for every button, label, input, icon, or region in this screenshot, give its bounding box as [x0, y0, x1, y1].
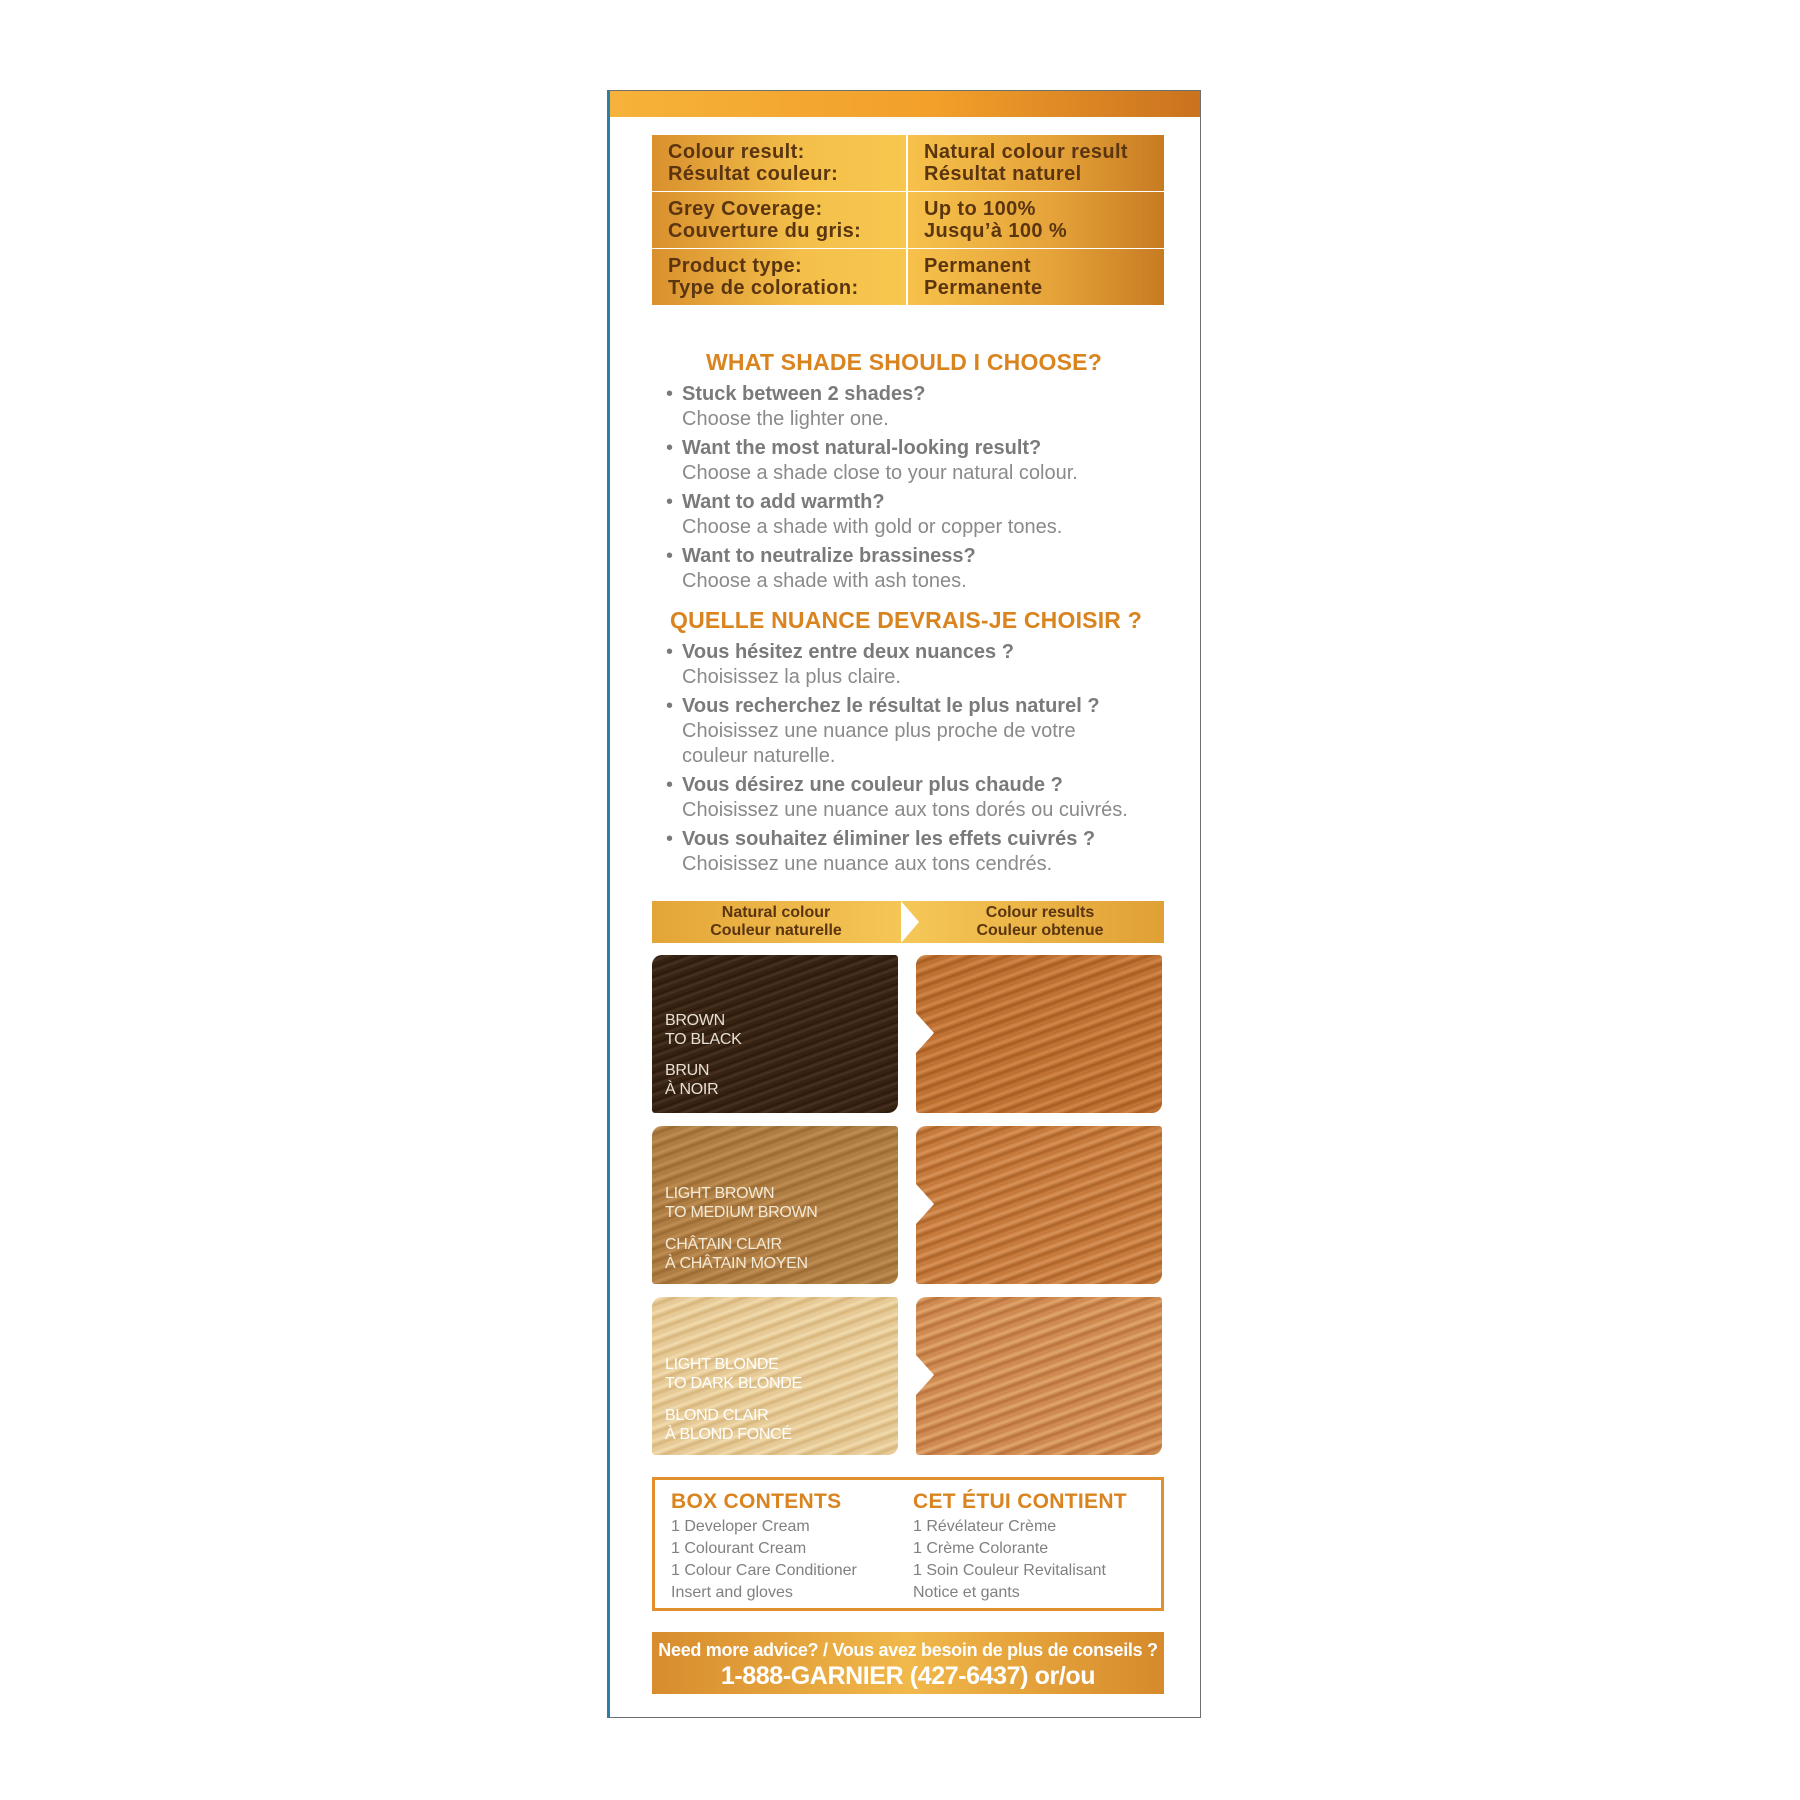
info-label: Product type: Type de coloration: [652, 249, 906, 305]
list-item: 1 Révélateur Crème [913, 1518, 1057, 1535]
bullet: • [666, 545, 674, 567]
list-item [666, 382, 1166, 432]
bullet: • [666, 383, 674, 405]
swatch-header [652, 901, 1164, 943]
swatch-result [916, 1126, 1162, 1284]
list-item [666, 490, 1166, 540]
list-item: 1 Developer Cream [671, 1518, 810, 1535]
swatch-label-en: LIGHT BLONDE TO DARK BLONDE [665, 1356, 802, 1392]
list-item: Insert and gloves [671, 1584, 793, 1601]
bullet: • [666, 774, 674, 796]
notch-arrow-icon [916, 1355, 934, 1395]
answer: Choisissez une nuance aux tons cendrés. [682, 853, 1053, 875]
question: Want the most natural-looking result? [682, 437, 1042, 459]
bullet: • [666, 437, 674, 459]
swatch-natural-brown-to-black [652, 955, 898, 1113]
shade-heading-en: WHAT SHADE SHOULD I CHOOSE? [706, 349, 1102, 375]
bullet: • [666, 641, 674, 663]
question: Want to neutralize brassiness? [682, 545, 976, 567]
info-value: Permanent Permanente [908, 249, 1164, 305]
info-value: Up to 100% Jusqu’à 100 % [908, 192, 1164, 248]
answer: Choose the lighter one. [682, 408, 889, 430]
answer: Choisissez une nuance aux tons dorés ou cuivrés. [682, 799, 1128, 821]
advice-question: Need more advice? / Vous avez besoin de plus de conseils ? [658, 1640, 1158, 1660]
answer: Choose a shade with ash tones. [682, 570, 967, 592]
list-item: 1 Crème Colorante [913, 1540, 1049, 1557]
list-item: Notice et gants [913, 1584, 1020, 1601]
package-panel [607, 90, 1201, 1718]
list-item [666, 544, 1166, 594]
question: Vous hésitez entre deux nuances ? [682, 641, 1014, 663]
question: Want to add warmth? [682, 491, 885, 513]
notch-arrow-icon [916, 1013, 934, 1053]
product-info-table [652, 135, 1164, 306]
info-row-colour-result [652, 135, 1164, 191]
swatch-label-en: BROWN TO BLACK [665, 1012, 742, 1048]
swatch-natural-light-to-dark-blonde [652, 1297, 898, 1455]
info-row-product-type [652, 249, 1164, 305]
info-row-grey-coverage [652, 192, 1164, 248]
list-item [666, 436, 1166, 486]
swatch-natural-light-to-medium-brown [652, 1126, 898, 1284]
box-contents [652, 1477, 1164, 1611]
list-item [666, 827, 1166, 877]
info-value: Natural colour result Résultat naturel [908, 135, 1164, 191]
question: Vous recherchez le résultat le plus naturel ? [682, 695, 1100, 717]
box-contents-fr [913, 1490, 1127, 1604]
advice-contact[interactable]: 1-888-GARNIER (427-6437) or/ou GARNIER.CA [720, 1662, 1096, 1718]
box-contents-title-en: BOX CONTENTS [671, 1490, 842, 1513]
swatch-header-natural: Natural colour Couleur naturelle [710, 904, 842, 939]
bullet: • [666, 491, 674, 513]
swatch-result [916, 955, 1162, 1113]
info-label: Grey Coverage: Couverture du gris: [652, 192, 906, 248]
swatch-label-fr: BRUN À NOIR [665, 1062, 719, 1098]
answer: Choisissez une nuance plus proche de votre couleur naturelle. [682, 720, 1076, 767]
advice-banner [652, 1632, 1164, 1718]
answer: Choisissez la plus claire. [682, 666, 901, 688]
notch-arrow-icon [916, 1184, 934, 1224]
answer: Choose a shade with gold or copper tones. [682, 516, 1063, 538]
swatch-result [916, 1297, 1162, 1455]
swatch-label-fr: CHÂTAIN CLAIR À CHÂTAIN MOYEN [665, 1236, 808, 1272]
box-contents-en [671, 1490, 857, 1604]
shade-list-en [666, 382, 1166, 598]
list-item [666, 773, 1166, 823]
list-item: 1 Soin Couleur Revitalisant [913, 1562, 1106, 1579]
info-label: Colour result: Résultat couleur: [652, 135, 906, 191]
swatch-header-results: Colour results Couleur obtenue [976, 904, 1104, 939]
shade-list-fr [666, 640, 1166, 881]
bullet: • [666, 828, 674, 850]
swatch-label-en: LIGHT BROWN TO MEDIUM BROWN [665, 1185, 818, 1221]
question: Vous souhaitez éliminer les effets cuivrés ? [682, 828, 1096, 850]
shade-heading-fr: QUELLE NUANCE DEVRAIS-JE CHOISIR ? [670, 607, 1142, 633]
bullet: • [666, 695, 674, 717]
list-item [666, 640, 1166, 690]
top-color-band [610, 91, 1200, 117]
swatch-label-fr: BLOND CLAIR À BLOND FONCÉ [665, 1407, 792, 1443]
answer: Choose a shade close to your natural colour. [682, 462, 1078, 484]
question: Stuck between 2 shades? [682, 383, 926, 405]
list-item: 1 Colourant Cream [671, 1540, 807, 1557]
list-item [666, 694, 1166, 769]
question: Vous désirez une couleur plus chaude ? [682, 774, 1063, 796]
box-contents-title-fr: CET ÉTUI CONTIENT [913, 1490, 1127, 1513]
list-item: 1 Colour Care Conditioner [671, 1562, 857, 1579]
arrow-right-icon [901, 901, 919, 943]
